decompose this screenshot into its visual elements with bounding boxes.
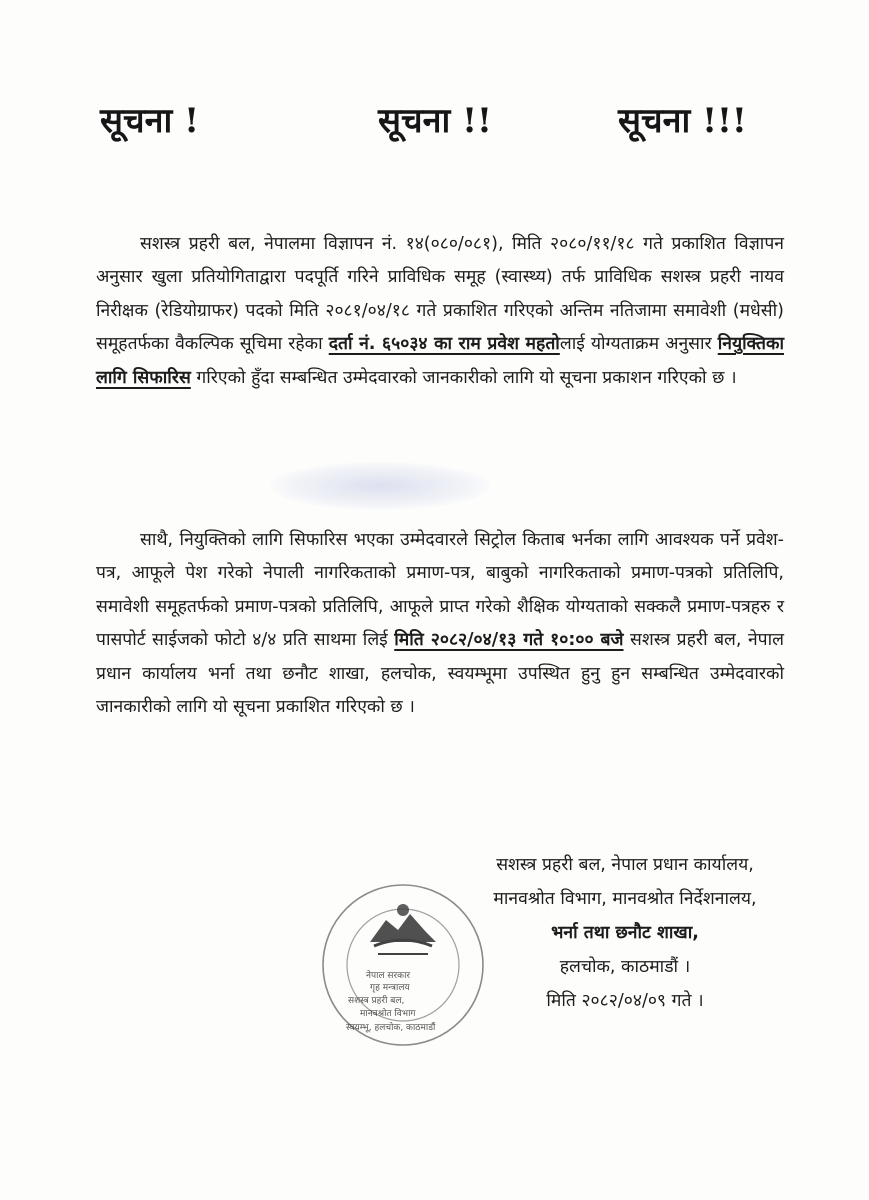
svg-text:गृह मन्त्रालय: गृह मन्त्रालय xyxy=(370,983,410,993)
issue-date: मिति २०८२/०४/०९ गते । xyxy=(546,991,704,1011)
issuer-section-name: भर्ना तथा छनौट शाखा, xyxy=(551,923,699,943)
issuer-address: हलचोक, काठमाडौं । xyxy=(559,957,691,977)
notice-headings xyxy=(0,96,869,156)
candidate-name-emphasis: दर्ता नं. ६५०३४ का राम प्रवेश महतो xyxy=(328,334,560,355)
issuer-signature-block xyxy=(440,848,810,1018)
notice-paragraph-1 xyxy=(96,228,784,396)
svg-text:नेपाल सरकार: नेपाल सरकार xyxy=(366,971,411,981)
issuer-line-1: सशस्त्र प्रहरी बल, नेपाल प्रधान कार्यालय, xyxy=(496,855,754,875)
official-seal-icon xyxy=(318,880,488,1050)
notice-paragraph-2 xyxy=(96,524,784,726)
paragraph-1-text-c: गरिएको हुँदा सम्बन्धित उम्मेदवारको जानकारीको लागि यो सूचना प्रकाशन गरिएको छ । xyxy=(190,367,737,388)
notice-heading-3: सूचना !!! xyxy=(618,101,747,141)
paragraph-2-text-b: सशस्त्र प्रहरी बल, नेपाल प्रधान कार्यालय भर्ना तथा छनौट शाखा, हलचोक, स्वयम्भूमा उपस्थित हुनु हुन सम्बन्धित उम्मेदवारको जानकारीको लागि यो सूचना प्रकाशित गरिएको छ । xyxy=(96,630,785,718)
svg-text:स्वयम्भू, हलचोक, काठमाडौं: स्वयम्भू, हलचोक, काठमाडौं xyxy=(346,1023,436,1033)
svg-text:सशस्त्र प्रहरी बल,: सशस्त्र प्रहरी बल, xyxy=(348,996,405,1006)
recommendation-emphasis: नियुक्तिका लागि सिफारिस xyxy=(96,334,784,388)
notice-heading-1: सूचना ! xyxy=(100,101,200,141)
paragraph-1-text-b: लाई योग्यताक्रम अनुसार xyxy=(559,334,718,355)
paragraph-1-text-a: सशस्त्र प्रहरी बल, नेपालमा विज्ञापन नं. १४(०८०/०८१), मिति २०८०/११/१८ गते प्रकाशित विज्ञापन अनुसार खुला प्रतियोगिताद्वारा पदपूर्ति गरिने प्राविधिक समूह (स्वास्थ्य) तर्फ प्राविधिक सशस्त्र प्रहरी नायव निरीक्षक (रेडियोग्राफर) पदको मिति २०८१/०४/१८ गते प्रकाशित गरिएको अन्तिम नतिजामा समावेशी (मधेसी) समूहतर्फका वैकल्पिक सूचिमा रहेका xyxy=(96,233,784,355)
ink-smudge xyxy=(270,462,490,510)
notice-heading-2: सूचना !! xyxy=(378,101,492,141)
paragraph-2-text-a: साथै, नियुक्तिको लागि सिफारिस भएका उम्मेदवारले सिट्रोल किताब भर्नका लागि आवश्यक पर्ने प्रवेश-पत्र, आफूले पेश गरेको नेपाली नागरिकताको प्रमाण-पत्र, बाबुको नागरिकताको प्रमाण-पत्रको प्रतिलिपि, समावेशी समूहतर्फको प्रमाण-पत्रको प्रतिलिपि, आफूले प्राप्त गरेको शैक्षिक योग्यताको सक्कलै प्रमाण-पत्रहरु र पासपोर्ट साईजको फोटो ४/४ प्रति साथमा लिई xyxy=(96,529,784,651)
svg-text:मानवश्रोत विभाग: मानवश्रोत विभाग xyxy=(360,1009,416,1019)
issuer-line-2: मानवश्रोत विभाग, मानवश्रोत निर्देशनालय, xyxy=(493,889,757,909)
reporting-date-emphasis: मिति २०८२/०४/१३ गते १०:०० बजे xyxy=(394,630,624,651)
